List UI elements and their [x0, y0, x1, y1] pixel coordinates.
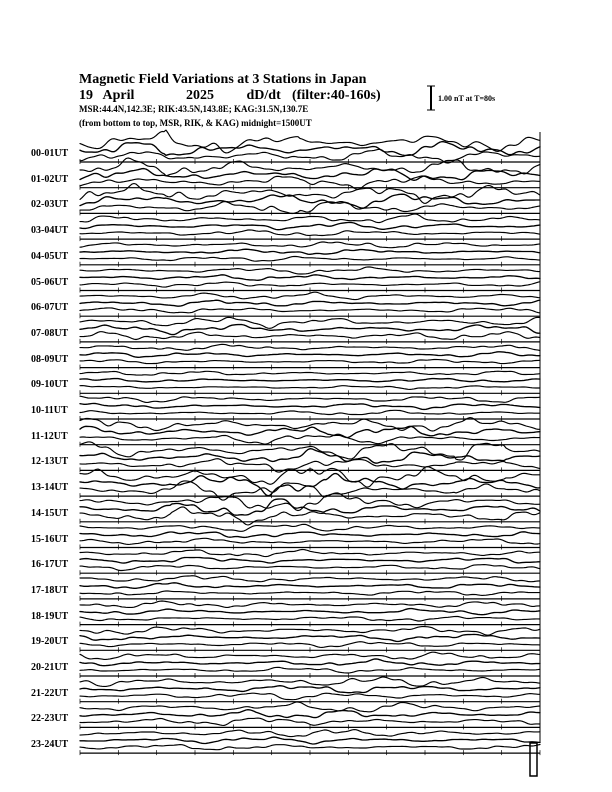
hour-label: 20-21UT [31, 662, 69, 673]
station-trace-kag [80, 565, 540, 571]
station-trace-kag [80, 332, 540, 340]
station-trace-msr [80, 652, 540, 659]
filter-label: (filter:40-160s) [292, 88, 381, 103]
hour-label: 15-16UT [31, 533, 69, 545]
station-trace-rik [80, 275, 540, 281]
station-trace-rik [80, 379, 540, 382]
station-trace-kag [80, 256, 540, 261]
trace-order-note: (from bottom to top, MSR, RIK, & KAG) midnight=1500UT [79, 118, 312, 128]
hour-label: 09-10UT [31, 379, 69, 391]
station-trace-kag [80, 410, 540, 414]
station-trace-msr [80, 730, 540, 737]
hour-label: 11-12UT [31, 430, 68, 442]
station-trace-msr [80, 344, 540, 350]
station-trace-rik [80, 532, 540, 538]
hour-label: 17-18UT [31, 584, 69, 596]
quantity-label: dD/dt [246, 88, 281, 103]
hour-label: 10-11UT [31, 405, 68, 416]
station-trace-msr [80, 601, 540, 607]
date-year: 2025 [186, 88, 214, 103]
hour-label: 23-24UT [31, 739, 69, 751]
station-trace-kag [80, 642, 540, 648]
station-trace-rik [80, 403, 540, 409]
hour-label: 18-19UT [31, 610, 69, 622]
hour-row [80, 371, 540, 395]
hour-label: 03-04UT [31, 225, 69, 237]
station-trace-kag [80, 308, 540, 313]
station-trace-rik [80, 634, 540, 641]
station-trace-kag [80, 745, 540, 750]
hour-row [80, 550, 540, 576]
station-trace-msr [80, 242, 540, 248]
chart-title: Magnetic Field Variations at 3 Stations in Japan [79, 72, 367, 87]
date-month: April [102, 88, 135, 103]
hour-label: 12-13UT [31, 456, 69, 468]
station-trace-msr [80, 267, 540, 274]
hour-label: 19-20UT [31, 636, 69, 648]
station-trace-rik [80, 609, 540, 615]
hour-label: 08-09UT [31, 353, 69, 365]
station-trace-msr [80, 524, 540, 531]
hour-label: 02-03UT [31, 199, 69, 211]
station-trace-kag [80, 282, 540, 287]
hour-row [80, 317, 540, 344]
station-trace-kag [80, 386, 540, 390]
station-trace-rik [80, 300, 540, 306]
scale-label: 1.00 nT at T=80s [438, 94, 496, 103]
hour-label: 04-05UT [31, 250, 69, 262]
hour-row [80, 242, 540, 267]
station-trace-msr [80, 550, 540, 557]
station-trace-rik [80, 325, 540, 335]
hour-row [80, 130, 540, 164]
station-trace-rik [80, 583, 540, 589]
hour-row [80, 292, 540, 318]
hour-row [80, 267, 540, 293]
hour-row [80, 418, 540, 447]
station-trace-rik [80, 710, 540, 718]
hour-label: 22-23UT [31, 713, 69, 725]
station-trace-kag [80, 538, 540, 544]
hour-label: 14-15UT [31, 507, 69, 519]
station-trace-msr [80, 371, 540, 375]
hour-row [80, 214, 540, 241]
hour-row [80, 702, 540, 729]
hour-label: 07-08UT [31, 327, 69, 339]
station-trace-rik [80, 686, 540, 693]
station-trace-kag [80, 616, 540, 621]
hour-label: 01-02UT [31, 173, 69, 185]
hour-label: 13-14UT [31, 482, 69, 494]
hour-label: 05-06UT [31, 276, 69, 288]
hour-row [80, 344, 540, 369]
station-trace-rik [80, 222, 540, 229]
station-trace-rik [80, 737, 540, 744]
bottom-right-marker [530, 743, 537, 776]
station-trace-rik [80, 249, 540, 254]
hour-row [80, 576, 540, 601]
station-trace-msr [80, 396, 540, 402]
hour-row [80, 627, 540, 653]
hour-row [80, 677, 540, 704]
hour-label: 06-07UT [31, 302, 69, 314]
station-trace-msr [80, 576, 540, 582]
station-trace-rik [80, 352, 540, 358]
hour-label: 16-17UT [31, 559, 69, 571]
station-trace-kag [80, 360, 540, 364]
hour-row [80, 442, 540, 473]
hour-row [80, 524, 540, 549]
hour-row [80, 601, 540, 627]
hour-label: 00-01UT [31, 148, 69, 159]
scale-bar [427, 86, 435, 110]
station-trace-msr [80, 317, 540, 328]
station-trace-msr [80, 292, 540, 299]
hour-label: 21-22UT [31, 687, 69, 699]
station-trace-rik [80, 449, 540, 464]
hour-row [80, 652, 540, 678]
station-trace-kag [80, 667, 540, 673]
station-trace-rik [80, 659, 540, 666]
station-trace-kag [80, 718, 540, 725]
date-day: 19 [79, 88, 93, 103]
station-trace-rik [80, 558, 540, 564]
station-trace-kag [80, 230, 540, 236]
hour-row [80, 730, 540, 756]
station-trace-msr [80, 677, 540, 686]
station-coordinates: MSR:44.4N,142.3E; RIK:43.5N,143.8E; KAG:31.5N,130.7E [79, 104, 309, 114]
station-trace-kag [80, 591, 540, 595]
